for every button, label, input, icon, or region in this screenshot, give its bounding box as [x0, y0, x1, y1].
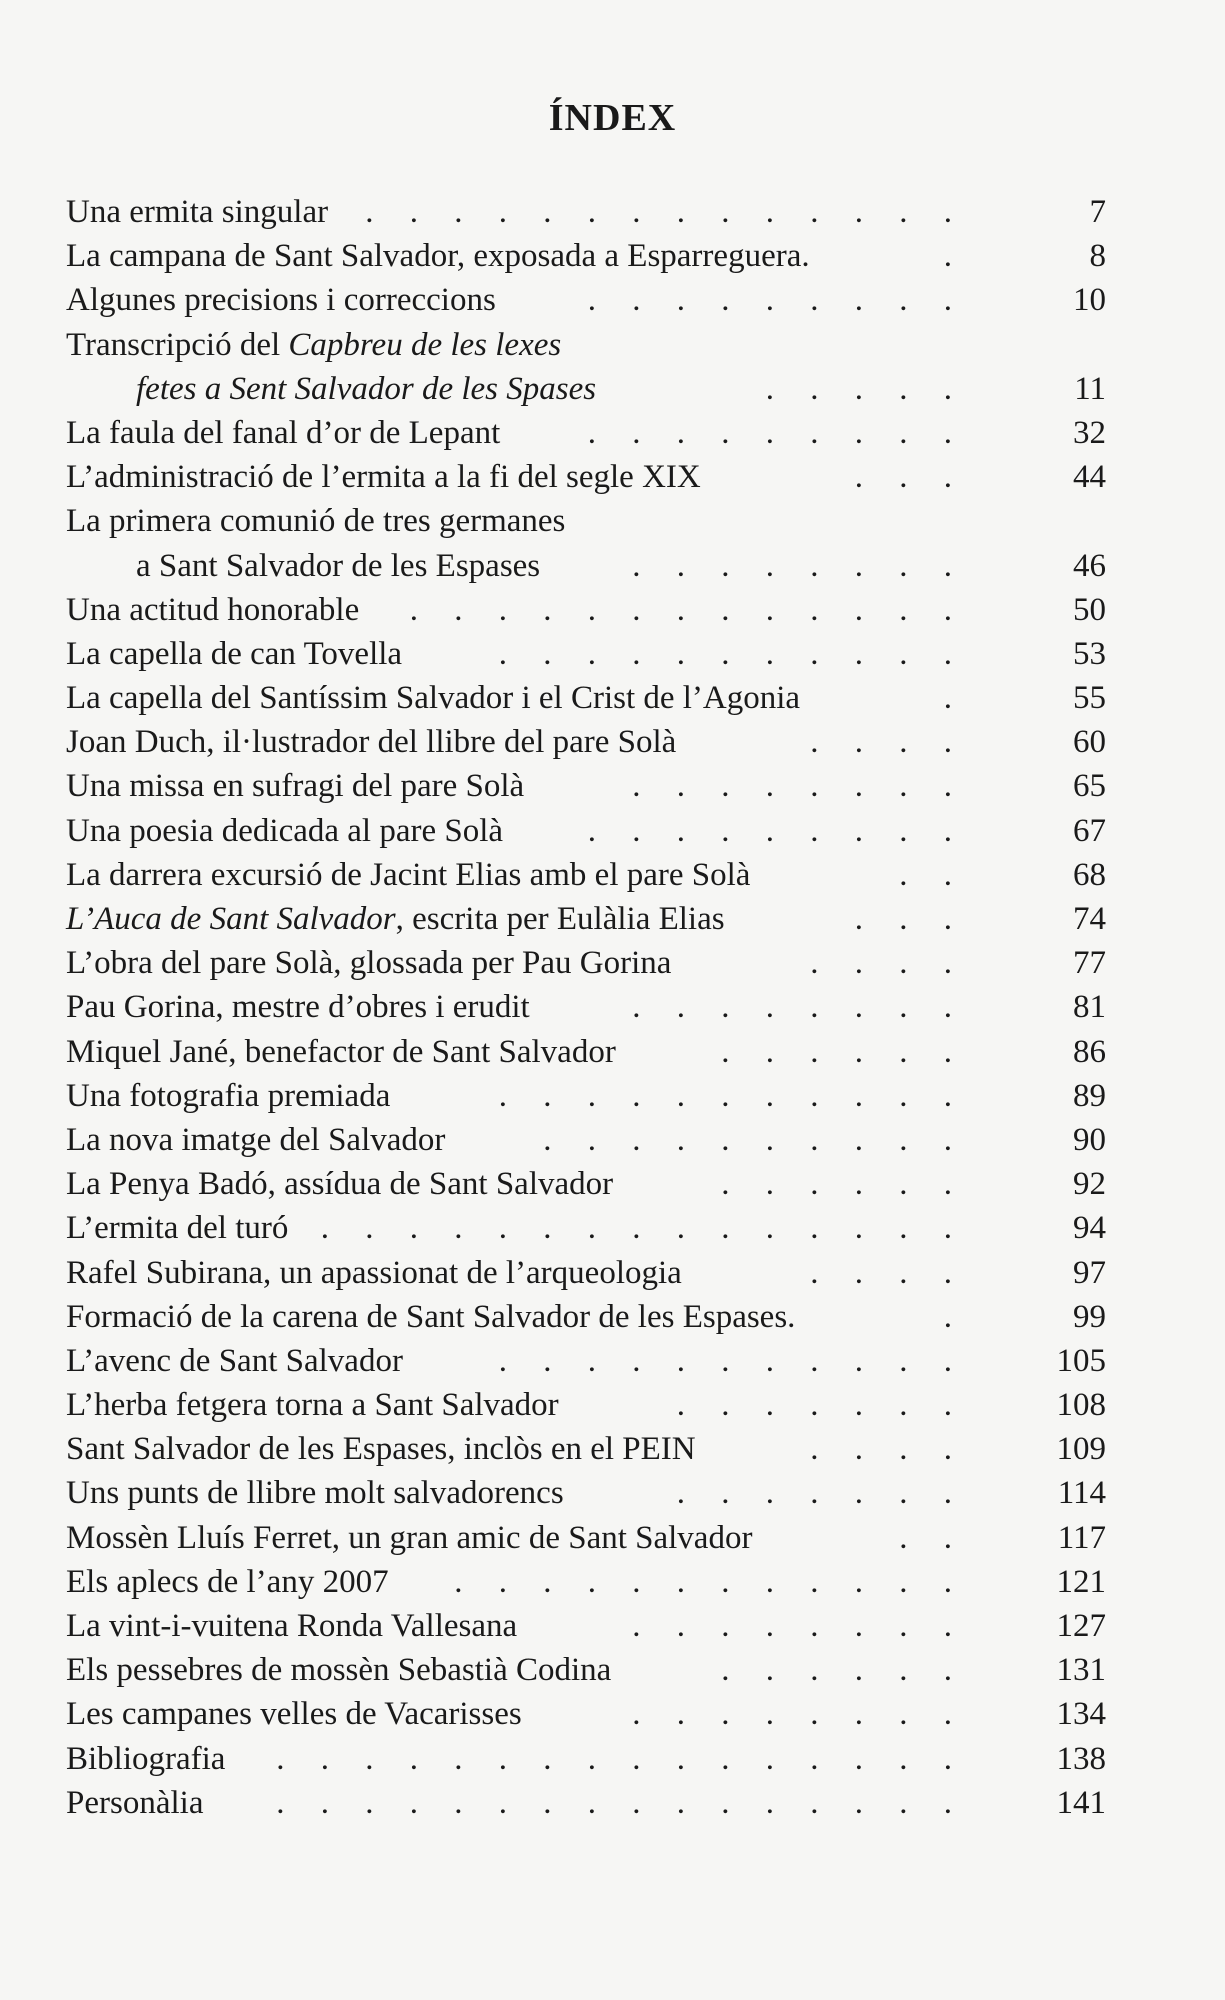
- toc-page-number: 94: [1073, 1210, 1106, 1247]
- toc-leader-dots: . .: [899, 856, 966, 893]
- toc-entry: [66, 190, 1106, 234]
- toc-page-number: 74: [1073, 901, 1106, 938]
- toc-entry-title: [66, 234, 810, 278]
- toc-page-number: 11: [1074, 370, 1106, 407]
- toc-entry: [66, 1560, 1106, 1604]
- toc-entry: [66, 1781, 1106, 1825]
- toc-entry: [66, 1692, 1106, 1736]
- toc-leader-dots: . . . .: [810, 1254, 966, 1291]
- toc-entry-text: Una actitud honorable: [66, 591, 360, 628]
- toc-entry-text: La primera comunió de tres germanes: [66, 503, 566, 540]
- toc-entry: [66, 1251, 1106, 1295]
- toc-entry: [66, 1030, 1106, 1074]
- toc-entry-title: [66, 1383, 559, 1427]
- toc-page-number: 10: [1073, 282, 1106, 319]
- toc-entry: [66, 1604, 1106, 1648]
- toc-page-number: 86: [1073, 1033, 1106, 1070]
- toc-entry: [66, 897, 1106, 941]
- toc-leader-dots: . . . . . . . . .: [587, 414, 966, 451]
- toc-entry-title: [66, 411, 500, 455]
- toc-entry-text: L’herba fetgera torna a Sant Salvador: [66, 1387, 559, 1424]
- toc-page-number: 99: [1073, 1298, 1106, 1335]
- toc-entry: [66, 1206, 1106, 1250]
- toc-page-number: 114: [1057, 1475, 1106, 1512]
- toc-leader-dots: . . .: [854, 459, 966, 496]
- toc-entry-title: [66, 278, 496, 322]
- toc-leader-dots: . . . .: [810, 1431, 966, 1468]
- toc-page-number: 32: [1073, 414, 1106, 451]
- toc-entry: [66, 323, 1106, 411]
- toc-entry-text: Miquel Jané, benefactor de Sant Salvador: [66, 1033, 616, 1070]
- toc-entry-text: La capella del Santíssim Salvador i el Crist de l’Agonia: [66, 680, 801, 717]
- toc-entry-text: Les campanes velles de Vacarisses: [66, 1696, 522, 1733]
- toc-leader-dots: . .: [899, 1519, 966, 1556]
- toc-leader-dots: . . . . . .: [721, 1033, 966, 1070]
- toc-entry-title: [66, 809, 503, 853]
- toc-leader-dots: . . . . . .: [721, 1166, 966, 1203]
- toc-page-number: 67: [1073, 812, 1106, 849]
- toc-entry-title: [66, 1737, 225, 1781]
- toc-entry-text: Una missa en sufragi del pare Solà: [66, 768, 525, 805]
- toc-page-number: 68: [1073, 856, 1106, 893]
- toc-entry-title: [66, 1030, 616, 1074]
- toc-page-number: 131: [1056, 1652, 1106, 1689]
- toc-entry-text: La darrera excursió de Jacint Elias amb el pare Solà: [66, 856, 751, 893]
- toc-entry: [66, 1648, 1106, 1692]
- toc-entry-text: Pau Gorina, mestre d’obres i erudit: [66, 989, 530, 1026]
- toc-leader-dots: . . . . . . . . .: [587, 282, 966, 319]
- toc-entry-title: [66, 1118, 445, 1162]
- toc-entry: [66, 720, 1106, 764]
- toc-entry-text: L’avenc de Sant Salvador: [66, 1342, 403, 1379]
- toc-entry-title: [66, 1781, 203, 1825]
- toc-entry-text: , escrita per Eulàlia Elias: [395, 901, 725, 938]
- toc-entry-italic-text: Capbreu de les lexes: [288, 326, 562, 363]
- toc-entry: [66, 499, 1106, 587]
- toc-leader-dots: . . . . . . . . . . . . . .: [365, 194, 966, 230]
- toc-entry: [66, 1383, 1106, 1427]
- toc-entry: [66, 588, 1106, 632]
- toc-entry-title: [66, 720, 676, 764]
- toc-entry: [66, 234, 1106, 278]
- toc-leader-dots: .: [943, 680, 966, 717]
- toc-page-number: 60: [1073, 724, 1106, 761]
- toc-leader-dots: . . . . . . . . . . .: [498, 1077, 966, 1114]
- toc-leader-dots: . . . .: [810, 724, 966, 761]
- toc-entry-text: Rafel Subirana, un apassionat de l’arqueologia: [66, 1254, 682, 1291]
- toc-entry-text: La capella de can Tovella: [66, 635, 403, 672]
- toc-page-number: 109: [1056, 1431, 1106, 1468]
- toc-entry-text: Els aplecs de l’any 2007: [66, 1563, 389, 1600]
- toc-entry-text: L’administració de l’ermita a la fi del segle XIX: [66, 459, 701, 496]
- toc-leader-dots: . . . . . . .: [676, 1475, 966, 1512]
- toc-page-number: 8: [1089, 238, 1106, 275]
- toc-leader-dots: . . . . . . . .: [632, 989, 966, 1026]
- toc-entry-text: L’ermita del turó: [66, 1210, 289, 1247]
- toc-page-number: 121: [1056, 1563, 1106, 1600]
- toc-leader-dots: . . . . . . . .: [632, 768, 966, 805]
- toc-entry: [66, 455, 1106, 499]
- toc-page-number: 117: [1057, 1519, 1106, 1556]
- toc-page-number: 89: [1073, 1077, 1106, 1114]
- toc-entry: [66, 676, 1106, 720]
- toc-leader-dots: . . . . . . . .: [632, 1696, 966, 1733]
- toc-entry: [66, 985, 1106, 1029]
- toc-entry-text: Bibliografia: [66, 1740, 226, 1777]
- toc-entry-title: [66, 1516, 752, 1560]
- toc-leader-dots: . . . . . . . .: [632, 1608, 966, 1645]
- toc-entry: [66, 1162, 1106, 1206]
- toc-entry-text: Joan Duch, il·lustrador del llibre del pare Solà: [66, 724, 677, 761]
- toc-entry: [66, 1516, 1106, 1560]
- table-of-contents: [66, 190, 1106, 1825]
- toc-entry-title: [66, 1162, 613, 1206]
- toc-entry: [66, 941, 1106, 985]
- toc-entry-title: [66, 897, 725, 941]
- toc-leader-dots: .: [943, 1298, 966, 1335]
- toc-page-number: 50: [1073, 591, 1106, 628]
- toc-entry-title: [66, 1560, 389, 1604]
- toc-page-number: 46: [1073, 547, 1106, 584]
- toc-page-number: 141: [1056, 1784, 1106, 1821]
- toc-entry-text: Transcripció del: [66, 326, 289, 363]
- toc-page-number: 97: [1073, 1254, 1106, 1291]
- toc-entry-title: [66, 853, 750, 897]
- toc-entry: [66, 764, 1106, 808]
- toc-page-number: 138: [1056, 1740, 1106, 1777]
- toc-leader-dots: . . . . . . . . . . . . .: [409, 591, 966, 628]
- toc-leader-dots: . . . . . . . .: [632, 547, 966, 584]
- toc-entry-italic-text: L’Auca de Sant Salvador: [66, 901, 396, 938]
- toc-page-number: 53: [1073, 635, 1106, 672]
- toc-entry-continuation: [136, 367, 596, 411]
- page-title: ÍNDEX: [548, 97, 677, 139]
- toc-entry-title: [66, 985, 530, 1029]
- toc-entry-title: [66, 1251, 682, 1295]
- toc-entry: [66, 1295, 1106, 1339]
- toc-entry-title: [66, 455, 701, 499]
- toc-entry-title: [66, 1648, 611, 1692]
- toc-entry-text: Els pessebres de mossèn Sebastià Codina: [66, 1652, 612, 1689]
- toc-page-number: 55: [1073, 680, 1106, 717]
- toc-entry-title: [66, 588, 359, 632]
- toc-entry-text: La campana de Sant Salvador, exposada a Esparreguera.: [66, 238, 810, 275]
- toc-page-number: 105: [1056, 1342, 1106, 1379]
- toc-leader-dots: . . . . . . .: [676, 1387, 966, 1424]
- toc-entry: [66, 1074, 1106, 1118]
- toc-entry-text: Personàlia: [66, 1784, 204, 1821]
- toc-entry: [66, 1427, 1106, 1471]
- toc-leader-dots: . . .: [854, 901, 966, 938]
- toc-leader-dots: . . . . . . . . . . . .: [454, 1563, 966, 1600]
- toc-leader-dots: . . . . . . . . . . .: [498, 1342, 966, 1379]
- toc-entry: [66, 1339, 1106, 1383]
- toc-page-number: 127: [1056, 1608, 1106, 1645]
- toc-entry-text: Mossèn Lluís Ferret, un gran amic de Sant Salvador: [66, 1519, 753, 1556]
- toc-entry: [66, 1737, 1106, 1781]
- toc-entry: [66, 632, 1106, 676]
- toc-entry-title: [66, 1471, 564, 1515]
- toc-entry-title: [66, 1206, 288, 1250]
- toc-page-number: 134: [1056, 1696, 1106, 1733]
- toc-entry-text: Formació de la carena de Sant Salvador de les Espases.: [66, 1298, 796, 1335]
- toc-page-number: 44: [1073, 459, 1106, 496]
- toc-entry-title: [66, 1692, 522, 1736]
- toc-entry-text: Una poesia dedicada al pare Solà: [66, 812, 504, 849]
- toc-entry-continuation: a Sant Salvador de les Espases: [136, 547, 541, 584]
- toc-entry-title: [66, 190, 328, 234]
- toc-page-number: 90: [1073, 1121, 1106, 1158]
- toc-page-number: 77: [1073, 945, 1106, 982]
- toc-leader-dots: .: [943, 238, 966, 275]
- toc-entry-title: [66, 632, 402, 676]
- toc-entry-title: [66, 1427, 696, 1471]
- toc-page-number: 92: [1073, 1166, 1106, 1203]
- toc-entry-title: [66, 941, 671, 985]
- toc-entry-title: [66, 499, 565, 543]
- toc-leader-dots: . . . . .: [765, 370, 966, 407]
- toc-entry-title: [66, 676, 800, 720]
- toc-entry: [66, 1118, 1106, 1162]
- toc-entry-title: [66, 764, 524, 808]
- toc-entry-text: Una ermita singular: [66, 194, 329, 230]
- toc-entry-title: [66, 1074, 390, 1118]
- toc-leader-dots: . . . .: [810, 945, 966, 982]
- toc-page-number: 7: [1089, 194, 1106, 230]
- toc-entry-title: [66, 1604, 517, 1648]
- toc-leader-dots: . . . . . . . . .: [587, 812, 966, 849]
- toc-entry: [66, 809, 1106, 853]
- toc-entry-text: L’obra del pare Solà, glossada per Pau Gorina: [66, 945, 672, 982]
- toc-entry-italic-text: fetes a Sent Salvador de les Spases: [136, 370, 597, 407]
- toc-entry-text: La Penya Badó, assídua de Sant Salvador: [66, 1166, 614, 1203]
- toc-entry: [66, 853, 1106, 897]
- toc-entry-title: [66, 1339, 403, 1383]
- toc-entry-text: La nova imatge del Salvador: [66, 1121, 446, 1158]
- toc-leader-dots: . . . . . .: [721, 1652, 966, 1689]
- toc-entry-text: Uns punts de llibre molt salvadorencs: [66, 1475, 564, 1512]
- toc-entry-text: La faula del fanal d’or de Lepant: [66, 414, 501, 451]
- toc-entry: [66, 411, 1106, 455]
- toc-page-number: 81: [1073, 989, 1106, 1026]
- toc-entry: [66, 1471, 1106, 1515]
- toc-leader-dots: . . . . . . . . . . . . . . . .: [276, 1740, 966, 1777]
- toc-entry-title: [66, 1295, 795, 1339]
- toc-leader-dots: . . . . . . . . . . .: [498, 635, 966, 672]
- toc-entry: [66, 278, 1106, 322]
- toc-page-number: 108: [1056, 1387, 1106, 1424]
- toc-leader-dots: . . . . . . . . . . . . . . .: [320, 1210, 966, 1247]
- toc-leader-dots: . . . . . . . . . .: [543, 1121, 966, 1158]
- toc-leader-dots: . . . . . . . . . . . . . . . .: [276, 1784, 966, 1821]
- toc-entry-text: Algunes precisions i correccions: [66, 282, 496, 319]
- toc-entry-title: [66, 323, 561, 367]
- toc-entry-text: Una fotografia premiada: [66, 1077, 391, 1114]
- toc-entry-text: Sant Salvador de les Espases, inclòs en el PEIN: [66, 1431, 696, 1468]
- toc-page-number: 65: [1073, 768, 1106, 805]
- toc-entry-text: La vint-i-vuitena Ronda Vallesana: [66, 1608, 518, 1645]
